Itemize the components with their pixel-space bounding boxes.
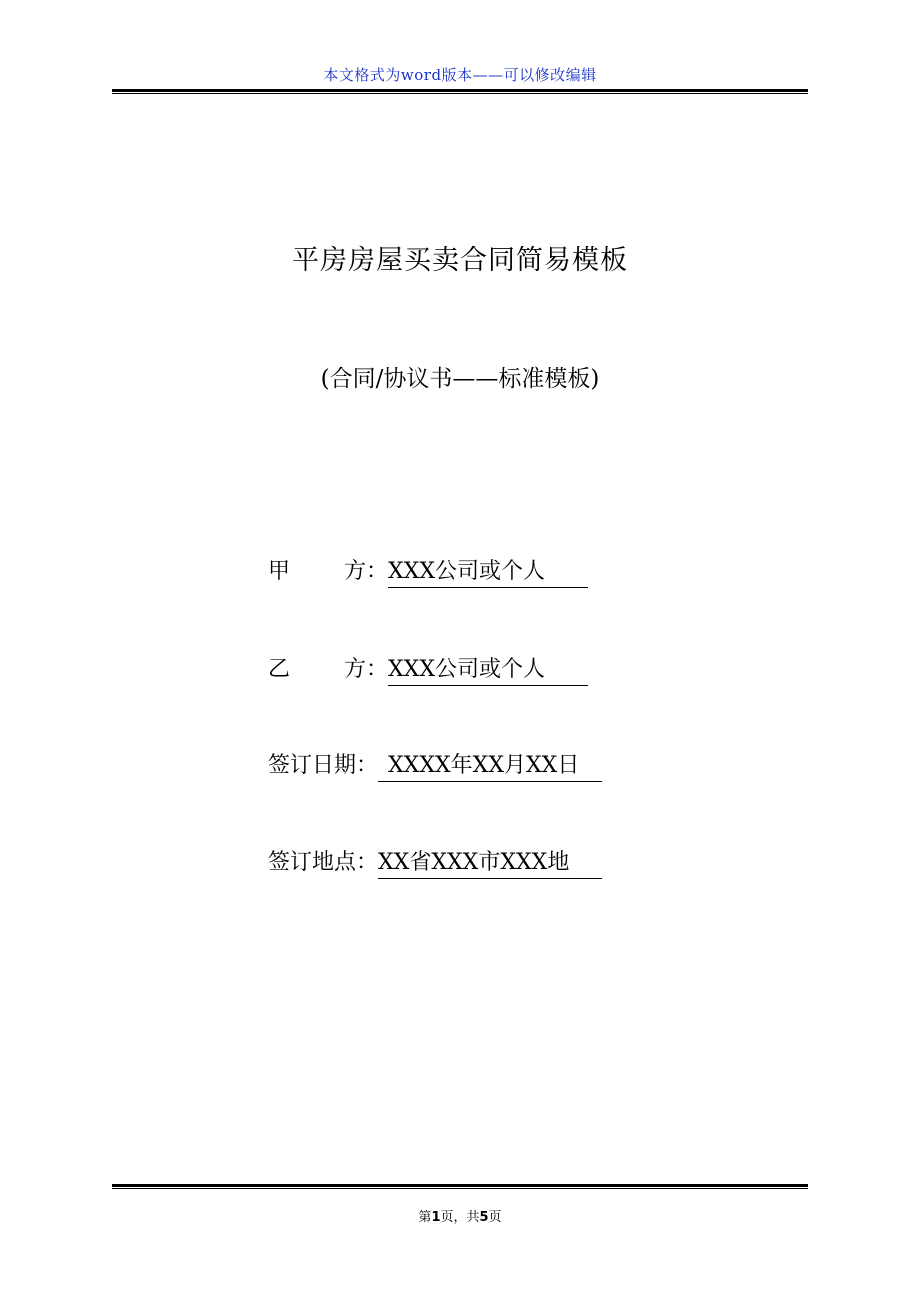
party-b-label bbox=[268, 652, 388, 683]
party-a-label-char: 甲 bbox=[268, 559, 291, 584]
current-page: 1 bbox=[431, 1210, 441, 1225]
page-number-prefix: 第 bbox=[418, 1210, 432, 1225]
party-b-value: XXX公司或个人 bbox=[388, 657, 588, 686]
footer-rule bbox=[112, 1184, 808, 1189]
party-a-field bbox=[268, 554, 588, 588]
party-a-label bbox=[268, 554, 388, 585]
total-pages: 5 bbox=[479, 1210, 489, 1225]
page-number bbox=[0, 1206, 920, 1225]
signing-place-value: XX省XXX市XXX地 bbox=[378, 850, 602, 879]
signing-date-value: XXXX年XX月XX日 bbox=[378, 753, 602, 782]
party-a-value: XXX公司或个人 bbox=[388, 559, 588, 588]
header-rule bbox=[112, 89, 808, 94]
signing-date-field bbox=[268, 748, 602, 782]
page-number-suffix: 页 bbox=[488, 1210, 502, 1225]
signing-date-label: 签订日期： bbox=[268, 753, 379, 778]
header-note: 本文格式为word版本——可以修改编辑 bbox=[323, 66, 597, 84]
document-title: 平房房屋买卖合同简易模板 bbox=[292, 245, 628, 276]
party-b-field bbox=[268, 652, 588, 686]
signing-place-label: 签订地点： bbox=[268, 850, 379, 875]
party-b-label-suffix: 方： bbox=[343, 657, 388, 682]
party-b-label-char: 乙 bbox=[268, 657, 291, 682]
signing-place-field bbox=[268, 845, 602, 879]
document-subtitle: (合同/协议书——标准模板) bbox=[320, 366, 600, 392]
party-a-label-suffix: 方： bbox=[343, 559, 388, 584]
page-number-middle: 页，共 bbox=[440, 1210, 480, 1225]
